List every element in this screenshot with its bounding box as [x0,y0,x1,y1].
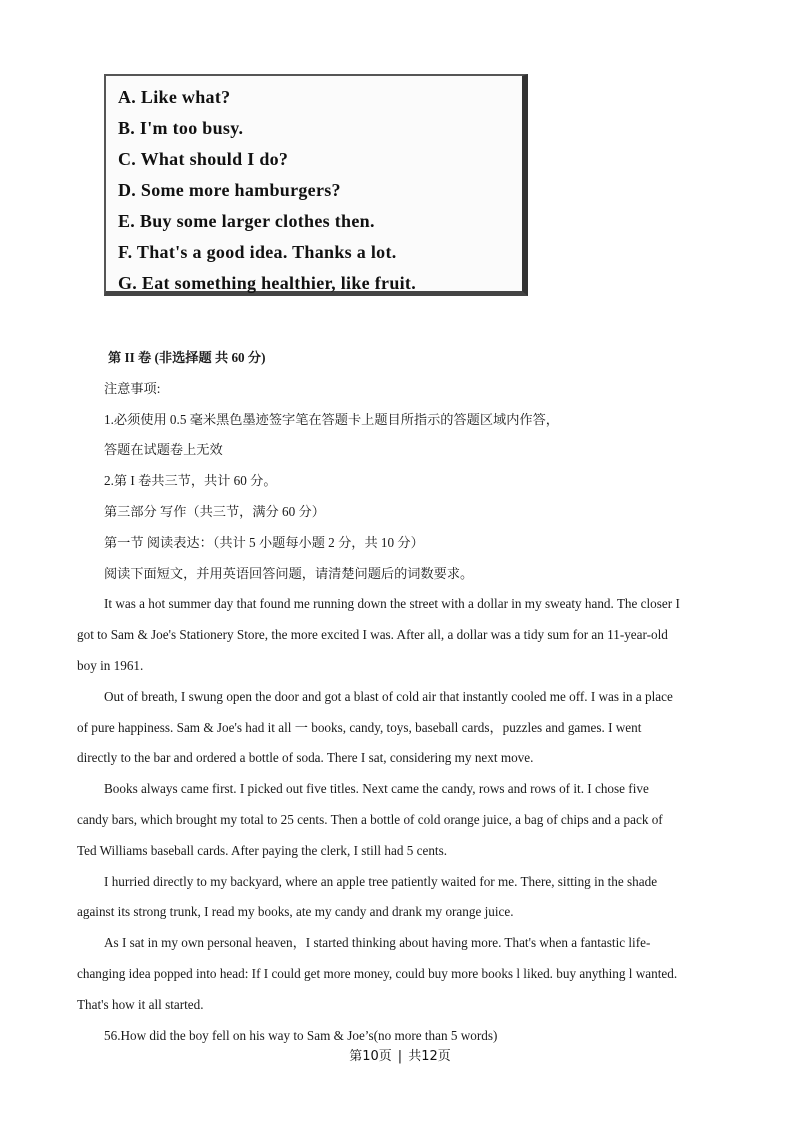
passage-line: of pure happiness. Sam & Joe's had it all 一 books, candy, toys, baseball cards，puzzles and games. I went [77,719,642,735]
passage-line: As I sat in my own personal heaven，I started thinking about having more. That's when a fantastic life- [104,935,651,951]
part-3-heading: 第三部分 写作（共三节，满分 60 分） [104,503,325,519]
exam-content [77,343,727,1051]
section-1-heading: 第一节 阅读表达：（共计 5 小题每小题 2 分，共 10 分） [104,534,424,550]
passage-line: candy bars, which brought my total to 25 cents. Then a bottle of cold orange juice, a bag of chips and a pack of [77,811,663,827]
passage-line: It was a hot summer day that found me running down the street with a dollar in my sweaty hand. The closer I [104,596,680,612]
note-1a: 1.必须使用 0.5 毫米黑色墨迹签字笔在答题卡上题目所指示的答题区域内作答， [104,411,559,427]
passage-paragraph-5 [77,928,727,1020]
answer-options-box [104,74,528,296]
section-title: 第 II 卷 (非选择题 共 60 分) [108,350,266,365]
option-g: G. Eat something healthier, like fruit. [118,273,417,293]
page-footer [0,1045,800,1064]
passage-line: Ted Williams baseball cards. After paying the clerk, I still had 5 cents. [77,842,448,858]
option-d: D. Some more hamburgers? [118,180,341,200]
note-2: 2.第 I 卷共三节，共计 60 分。 [104,473,277,489]
passage-line: against its strong trunk, I read my books, ate my candy and drank my orange juice. [77,904,514,920]
passage-line: boy in 1961. [77,657,144,673]
passage-line: Out of breath, I swung open the door and got a blast of cold air that instantly cooled me off. I was in a place [104,688,673,704]
option-b: B. I'm too busy. [118,118,244,138]
passage-line: directly to the bar and ordered a bottle of soda. There I sat, considering my next move. [77,750,534,766]
passage-paragraph-3 [77,774,727,866]
page-number: 第10页 [349,1049,392,1064]
page-total: 共12页 [408,1049,451,1064]
passage-line: changing idea popped into head: If I could get more money, could buy more books l liked. buy anything l wanted. [77,965,678,981]
option-c: C. What should I do? [118,149,289,169]
question-56: 56.How did the boy fell on his way to Sam & Joe’s(no more than 5 words) [104,1027,498,1043]
option-f: F. That's a good idea. Thanks a lot. [118,242,397,262]
note-1b: 答题在试题卷上无效 [104,442,223,458]
passage-line: I hurried directly to my backyard, where an apple tree patiently waited for me. There, sitting in the shade [104,873,658,889]
option-e: E. Buy some larger clothes then. [118,211,375,231]
passage-line: got to Sam & Joe's Stationery Store, the more excited I was. After all, a dollar was a tidy sum for an 11-year-old [77,627,668,643]
passage-line: Books always came first. I picked out five titles. Next came the candy, rows and rows of it. I chose five [104,781,649,797]
passage-paragraph-4 [77,867,727,929]
passage-paragraph-2 [77,682,727,774]
option-a: A. Like what? [118,87,231,107]
notes-heading: 注意事项: [104,380,161,396]
footer-separator: | [397,1049,403,1064]
passage-paragraph-1 [77,589,727,681]
reading-instruction: 阅读下面短文，并用英语回答问题，请清楚问题后的词数要求。 [104,565,474,581]
passage-line: That's how it all started. [77,996,204,1012]
